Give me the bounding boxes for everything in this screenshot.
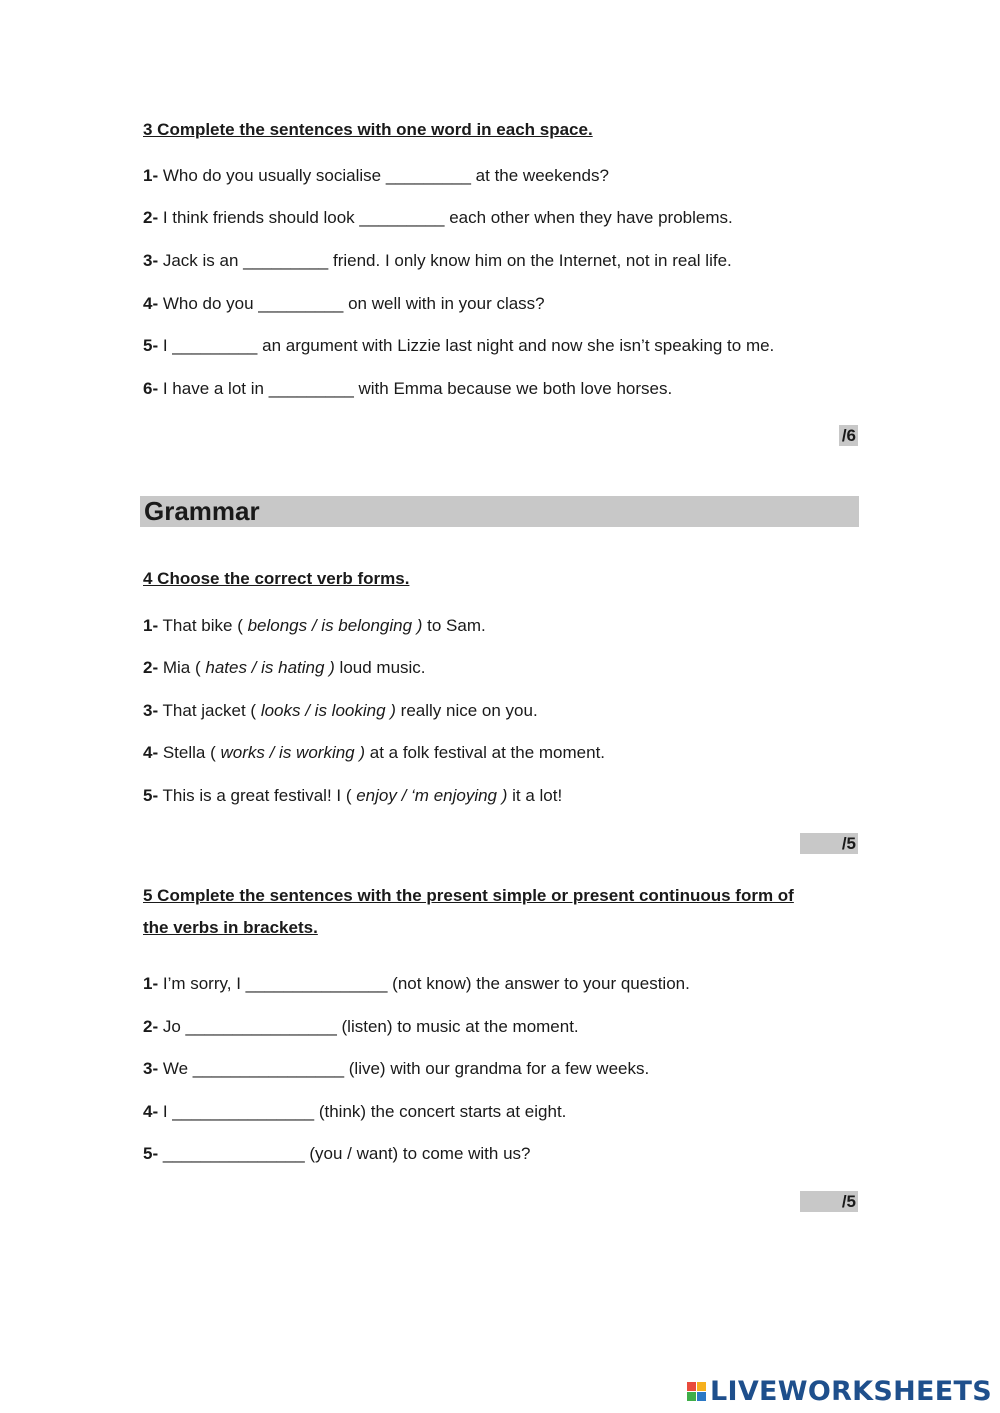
exercise-5-heading-line-1: 5 Complete the sentences with the present simple or present continuous form of xyxy=(143,886,794,905)
exercise-3-item-4 xyxy=(143,294,545,314)
exercise-5-item-3 xyxy=(143,1059,649,1079)
logo-cube xyxy=(697,1382,706,1391)
item-number: 3- xyxy=(143,1059,159,1078)
logo-cubes-icon xyxy=(687,1382,706,1401)
item-number: 5- xyxy=(143,336,159,355)
item-suffix: at a folk festival at the moment. xyxy=(365,743,606,762)
exercise-4-score: /5 xyxy=(800,833,858,854)
item-number: 6- xyxy=(143,379,159,398)
item-number: 1- xyxy=(143,616,159,635)
item-number: 2- xyxy=(143,208,159,227)
logo-cube xyxy=(687,1392,696,1401)
exercise-5-item-2 xyxy=(143,1017,579,1037)
item-text: We ________________ (live) with our grandma for a few weeks. xyxy=(158,1059,650,1078)
item-suffix: loud music. xyxy=(334,658,426,677)
verb-options: looks / is looking ) xyxy=(260,701,396,720)
verb-options: enjoy / ‘m enjoying ) xyxy=(356,786,508,805)
exercise-4-item-2 xyxy=(143,658,426,678)
item-text: I have a lot in _________ with Emma because we both love horses. xyxy=(158,379,673,398)
item-number: 4- xyxy=(143,294,159,313)
exercise-4-item-5 xyxy=(143,786,562,806)
item-prefix: This is a great festival! I ( xyxy=(158,786,357,805)
item-number: 1- xyxy=(143,974,159,993)
item-number: 4- xyxy=(143,1102,159,1121)
exercise-3-item-2 xyxy=(143,208,733,228)
item-text: _______________ (you / want) to come with us? xyxy=(158,1144,531,1163)
exercise-5-heading-line-2: the verbs in brackets. xyxy=(143,918,318,937)
liveworksheets-logo xyxy=(687,1376,992,1407)
exercise-3-item-6 xyxy=(143,379,672,399)
item-prefix: Mia ( xyxy=(158,658,206,677)
item-text: Who do you usually socialise _________ at the weekends? xyxy=(158,166,609,185)
item-number: 3- xyxy=(143,701,159,720)
exercise-3-item-1 xyxy=(143,166,609,186)
item-suffix: to Sam. xyxy=(422,616,486,635)
item-number: 2- xyxy=(143,1017,159,1036)
item-text: Who do you _________ on well with in your class? xyxy=(158,294,545,313)
logo-cube xyxy=(697,1392,706,1401)
item-number: 5- xyxy=(143,786,159,805)
exercise-5-item-5 xyxy=(143,1144,530,1164)
item-text: I _______________ (think) the concert starts at eight. xyxy=(158,1102,567,1121)
item-suffix: really nice on you. xyxy=(395,701,538,720)
exercise-3-score: /6 xyxy=(839,425,858,446)
item-number: 5- xyxy=(143,1144,159,1163)
exercise-5-item-1 xyxy=(143,974,690,994)
exercise-4-item-4 xyxy=(143,743,605,763)
exercise-4-heading: 4 Choose the correct verb forms. xyxy=(143,569,410,588)
item-text: I _________ an argument with Lizzie last night and now she isn’t speaking to me. xyxy=(158,336,775,355)
item-number: 1- xyxy=(143,166,159,185)
exercise-3-heading: 3 Complete the sentences with one word in each space. xyxy=(143,120,593,139)
verb-options: hates / is hating ) xyxy=(205,658,335,677)
item-prefix: Stella ( xyxy=(158,743,221,762)
item-number: 2- xyxy=(143,658,159,677)
logo-text: LIVEWORKSHEETS xyxy=(709,1376,992,1407)
exercise-5-item-4 xyxy=(143,1102,566,1122)
exercise-5-score: /5 xyxy=(800,1191,858,1212)
item-text: I think friends should look _________ each other when they have problems. xyxy=(158,208,733,227)
exercise-4-item-3 xyxy=(143,701,538,721)
verb-options: works / is working ) xyxy=(220,743,366,762)
exercise-4-item-1 xyxy=(143,616,486,636)
item-text: Jack is an _________ friend. I only know him on the Internet, not in real life. xyxy=(158,251,732,270)
exercise-3-item-3 xyxy=(143,251,732,271)
item-prefix: That bike ( xyxy=(158,616,248,635)
item-number: 3- xyxy=(143,251,159,270)
logo-cube xyxy=(687,1382,696,1391)
item-text: Jo ________________ (listen) to music at the moment. xyxy=(158,1017,579,1036)
item-text: I’m sorry, I _______________ (not know) the answer to your question. xyxy=(158,974,690,993)
exercise-3-item-5 xyxy=(143,336,774,356)
grammar-section-title: Grammar xyxy=(140,496,859,527)
item-number: 4- xyxy=(143,743,159,762)
item-prefix: That jacket ( xyxy=(158,701,261,720)
item-suffix: it a lot! xyxy=(507,786,563,805)
verb-options: belongs / is belonging ) xyxy=(247,616,423,635)
